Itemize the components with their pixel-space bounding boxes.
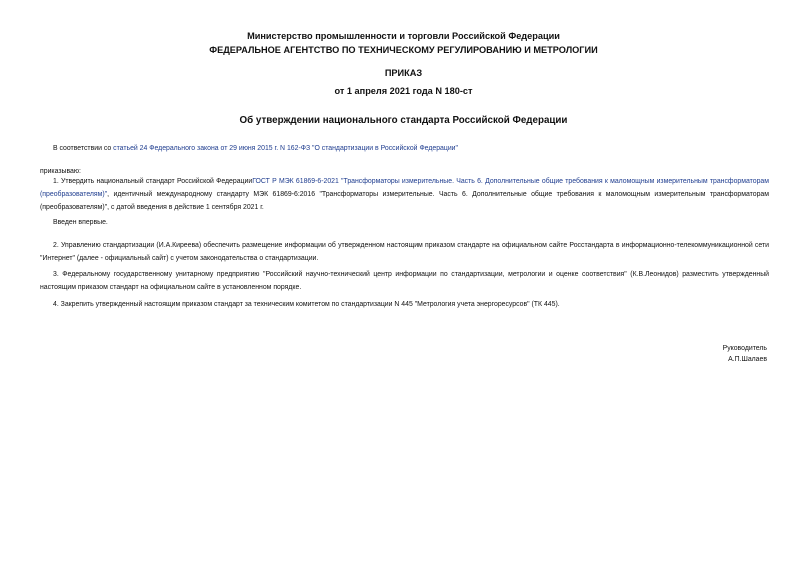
item-4-paragraph: 4. Закрепить утвержденный настоящим приказом стандарт за техническим комитетом по стандартизации N 445 "Метрология учета энергоресурсов" (ТК 445). bbox=[53, 301, 560, 308]
document-type: ПРИКАЗ bbox=[384, 68, 423, 78]
intro-paragraph bbox=[40, 142, 769, 155]
signature-block bbox=[723, 343, 767, 365]
federal-law-link[interactable]: статьей 24 Федерального закона от 29 июня 2015 г. N 162-ФЗ "О стандартизации в Российской Федерации" bbox=[113, 145, 458, 152]
document-title: Об утверждении национального стандарта Российской Федерации bbox=[239, 115, 568, 126]
item-3-paragraph: 3. Федеральному государственному унитарному предприятию "Российский научно-технический центр информации по стандартизации, метрологии и оценке соответствия" (К.В.Леонидов) разместить утвержденный настоящим приказом стандарт на официальном сайте в установленном порядке. bbox=[40, 271, 769, 291]
intro-prefix: В соответствии со bbox=[53, 145, 114, 152]
gost-standard-link[interactable]: ГОСТ Р МЭК 61869-6-2021 "Трансформаторы измерительные. Часть 6. Дополнительные общие требования к маломощным измерительным трансформаторам (преобразователям)" bbox=[40, 178, 769, 198]
ministry-heading: Министерство промышленности и торговли Российской Федерации bbox=[247, 31, 560, 41]
orders-paragraph: приказываю: bbox=[40, 168, 81, 175]
item-1-paragraph bbox=[40, 175, 769, 214]
introduced-paragraph: Введен впервые. bbox=[53, 219, 108, 226]
document-date-number: от 1 апреля 2021 года N 180-ст bbox=[334, 86, 473, 96]
item-2-paragraph: 2. Управлению стандартизации (И.А.Киреева) обеспечить размещение информации об утвержденном настоящим приказом стандарте на официальном сайте Росстандарта в информационно-телекоммуникационной сети "Интернет" (далее - официальный сайт) с учетом законодательства о стандартизации. bbox=[40, 242, 769, 262]
signer-name: А.П.Шалаев bbox=[728, 356, 767, 363]
agency-heading: ФЕДЕРАЛЬНОЕ АГЕНТСТВО ПО ТЕХНИЧЕСКОМУ РЕГУЛИРОВАНИЮ И МЕТРОЛОГИИ bbox=[209, 45, 598, 55]
item-1-suffix: , идентичный международному стандарту МЭК 61869-6:2016 "Трансформаторы измерительные. Часть 6. Дополнительные общие требования к маломощным измерительным трансформаторам (преобразователям)", с датой введения в действие 1 сентября 2021 г. bbox=[40, 191, 769, 211]
item-1-prefix: 1. Утвердить национальный стандарт Российской Федерации bbox=[53, 178, 253, 185]
signer-role: Руководитель bbox=[722, 345, 767, 352]
